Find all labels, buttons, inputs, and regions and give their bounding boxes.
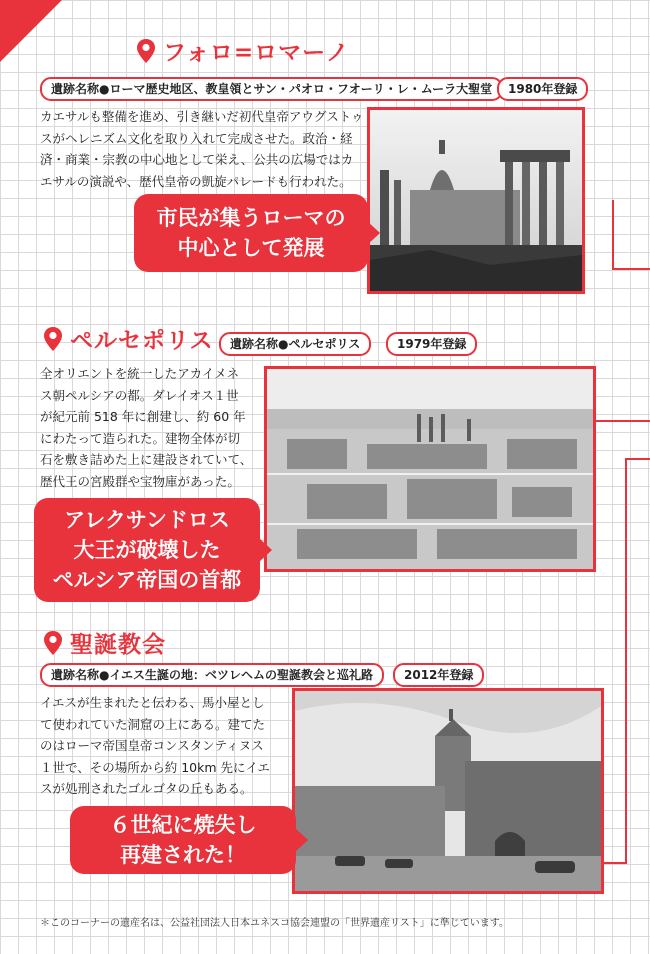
registration-tag: 1979年登録	[386, 332, 477, 356]
callout-nativity	[70, 806, 296, 874]
registration-tag: 2012年登録	[393, 663, 484, 687]
callout-text: ６世紀に焼失し 再建された！	[109, 813, 257, 867]
connector-line	[590, 420, 650, 422]
connector-line	[625, 458, 627, 863]
callout-pointer	[295, 828, 308, 852]
title-text: 聖誕教会	[70, 632, 166, 658]
section-body-text: 全オリエントを統一したアカイメネ ス朝ペルシアの都。ダレイオス１世 が紀元前 518 年に創建し、約 60 年 にわたって造られた。建物全体が切 石を敷き詰めた上に建設されていて、 歴代王の宮殿群や宝物庫があった。	[40, 366, 253, 489]
site-name-tag: 遺跡名称●ペルセポリス	[219, 332, 371, 356]
map-pin-icon	[42, 326, 64, 352]
title-text: フォロ=ロマーノ	[163, 40, 350, 66]
church-nativity-photo	[292, 688, 604, 894]
section-body-text: カエサルも整備を進め、引き継いだ初代皇帝アウグストゥ スがヘレニズム文化を取り入れて完成させた。政治・経 済・商業・宗教の中心地として栄え、公共の広場ではカ エサルの演説や、歴代皇帝の凱旋パレードも行われた。	[40, 109, 364, 189]
connector-line	[612, 268, 650, 270]
title-text: ペルセポリス	[70, 328, 214, 354]
callout-persepolis	[34, 498, 260, 602]
roman-forum-photo	[367, 107, 585, 294]
persepolis-photo	[264, 366, 596, 572]
section-body-text: イエスが生まれたと伝わる、馬小屋とし て使われていた洞窟の上にある。建てた のはローマ帝国皇帝コンスタンティヌス １世で、その場所から約 10km 先にイエ スが処刑されたゴルゴタの丘もある。	[40, 695, 271, 796]
callout-pointer	[259, 538, 272, 562]
site-name-tag: 遺跡名称●ローマ歴史地区、教皇領とサン・パオロ・フオーリ・レ・ムーラ大聖堂	[40, 77, 503, 101]
connector-line	[612, 200, 614, 270]
callout-text: アレクサンドロス 大王が破壊した ペルシア帝国の首都	[52, 508, 242, 592]
section-title-nativity	[42, 626, 166, 659]
section-title-forum	[135, 34, 350, 67]
corner-triangle	[0, 0, 62, 62]
callout-pointer	[367, 221, 380, 245]
map-pin-icon	[135, 38, 157, 64]
connector-line	[625, 458, 650, 460]
callout-forum	[134, 194, 368, 272]
footnote: ＊このコーナーの遺産名は、公益社団法人日本ユネスコ協会連盟の「世界遺産リスト」に準じています。	[40, 918, 509, 929]
section-title-persepolis	[42, 322, 214, 355]
registration-tag: 1980年登録	[497, 77, 588, 101]
callout-text: 市民が集うローマの 中心として発展	[156, 206, 346, 260]
map-pin-icon	[42, 630, 64, 656]
site-name-tag: 遺跡名称●イエス生誕の地：ベツレヘムの聖誕教会と巡礼路	[40, 663, 384, 687]
